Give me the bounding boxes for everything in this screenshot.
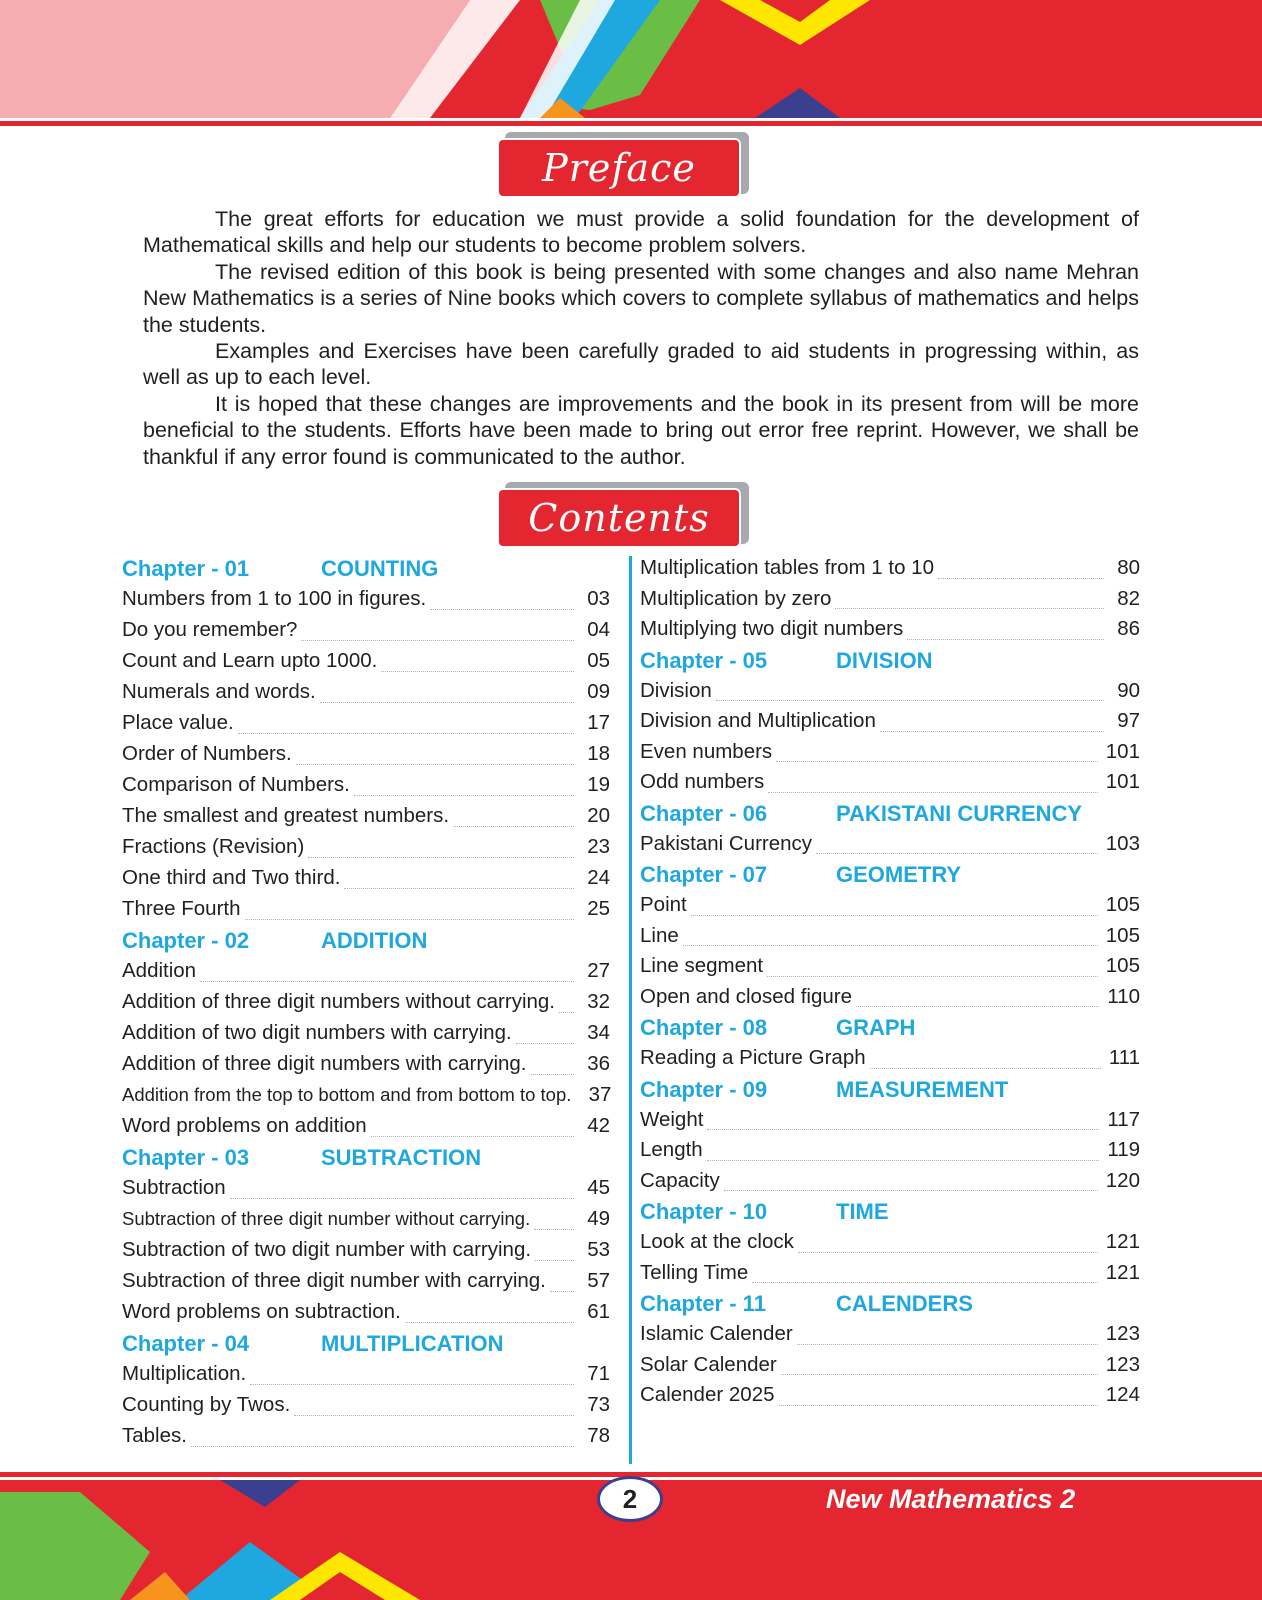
toc-entry-title: One third and Two third.	[122, 866, 341, 889]
toc-entry	[640, 740, 1140, 771]
toc-entry-title: Order of Numbers.	[122, 742, 292, 765]
toc-entry-title: Subtraction	[122, 1176, 226, 1199]
toc-entry-page: 23	[587, 835, 610, 858]
toc-entry	[640, 1138, 1140, 1169]
toc-entry-page: 86	[1117, 617, 1140, 640]
toc-entry	[640, 832, 1140, 863]
toc-entry-title: Numbers from 1 to 100 in figures.	[122, 587, 427, 610]
chapter-name: MULTIPLICATION	[321, 1331, 504, 1356]
toc-entry	[122, 804, 610, 835]
toc-entry	[122, 1176, 610, 1207]
toc-entry	[122, 618, 610, 649]
dot-leader	[781, 1374, 1098, 1375]
toc-entry-page: 82	[1117, 586, 1140, 610]
toc-entry-title: Capacity	[640, 1168, 720, 1192]
chapter-heading	[122, 1331, 610, 1362]
toc-entry-page: 121	[1105, 1260, 1140, 1284]
toc-entry-title: Weight	[640, 1107, 704, 1131]
toc-entry	[640, 1261, 1140, 1292]
chapter-heading	[640, 1077, 1140, 1108]
toc-entry-title: Comparison of Numbers.	[122, 773, 350, 796]
chapter-heading	[640, 1199, 1140, 1230]
contents-title: Contents	[528, 496, 710, 540]
dot-leader	[238, 733, 574, 734]
chapter-name: DIVISION	[836, 647, 933, 673]
toc-entry-page: 49	[587, 1207, 610, 1230]
chapter-number: Chapter - 02	[122, 928, 250, 953]
toc-entry-page: 20	[587, 804, 610, 827]
toc-entry-page: 09	[587, 680, 610, 703]
toc-entry	[122, 1021, 610, 1052]
contents-banner	[497, 488, 745, 550]
toc-entry-page: 123	[1105, 1322, 1140, 1345]
toc-entry-page: 71	[587, 1362, 610, 1385]
dot-leader	[559, 1012, 574, 1013]
toc-entry	[640, 893, 1140, 924]
dot-leader	[907, 639, 1104, 640]
toc-entry-title: Odd numbers	[640, 770, 765, 793]
chapter-number: Chapter - 05	[640, 647, 768, 673]
toc-entry	[640, 770, 1140, 801]
dot-leader	[245, 919, 575, 920]
toc-entry-page: 78	[587, 1424, 610, 1447]
toc-entry	[640, 1383, 1140, 1414]
toc-entry-page: 25	[587, 897, 610, 920]
toc-entry	[640, 1169, 1140, 1200]
toc-entry-page: 57	[587, 1269, 610, 1292]
chapter-heading	[640, 1291, 1140, 1322]
dot-leader	[191, 1446, 574, 1447]
toc-entry-page: 37	[588, 1083, 612, 1106]
header-decoration	[0, 0, 1262, 128]
toc-entry	[122, 1114, 610, 1145]
dot-leader	[856, 1006, 1099, 1007]
toc-entry-page: 17	[587, 711, 610, 734]
chapter-heading	[122, 1145, 610, 1176]
toc-entry	[640, 709, 1140, 740]
toc-entry-title: Line	[640, 923, 679, 947]
toc-entry-title: Open and closed figure	[640, 984, 852, 1008]
toc-entry-page: 03	[587, 587, 610, 610]
toc-entry-title: Telling Time	[640, 1260, 749, 1284]
column-divider	[629, 556, 632, 1464]
toc-entry-page: 80	[1117, 556, 1140, 579]
chapter-name: SUBTRACTION	[321, 1145, 482, 1170]
chapter-name: PAKISTANI CURRENCY	[836, 800, 1083, 826]
toc-entry-page: 101	[1105, 770, 1140, 793]
chapter-name: COUNTING	[321, 556, 439, 581]
toc-entry	[122, 835, 610, 866]
dot-leader	[550, 1291, 574, 1292]
toc-entry	[122, 1207, 610, 1238]
toc-entry	[122, 587, 610, 618]
dot-leader	[453, 826, 574, 827]
toc-entry	[640, 924, 1140, 955]
toc-entry-title: Addition from the top to bottom and from bottom to top.	[122, 1084, 572, 1105]
toc-entry	[640, 985, 1140, 1016]
toc-entry-title: Subtraction of three digit number with carrying.	[122, 1269, 546, 1292]
toc-entry	[640, 1046, 1140, 1077]
chapter-name: ADDITION	[321, 928, 428, 953]
dot-leader	[707, 1160, 1100, 1161]
toc-entry-page: 34	[587, 1021, 610, 1044]
chapter-number: Chapter - 10	[640, 1199, 768, 1224]
toc-entry	[122, 680, 610, 711]
toc-entry	[640, 1353, 1140, 1384]
toc-entry-title: Place value.	[122, 711, 234, 734]
toc-entry-title: Even numbers	[640, 739, 773, 763]
dot-leader	[870, 1068, 1101, 1069]
toc-entry-page: 121	[1105, 1230, 1140, 1253]
toc-entry	[122, 1424, 610, 1455]
toc-entry-page: 36	[587, 1052, 610, 1075]
dot-leader	[691, 915, 1098, 916]
preface-paragraph: It is hoped that these changes are improvements and the book in its present from will be more beneficial to the students. Efforts have been made to bring out error free reprint. However, we shall be thankful if any error found is communicated to the author.	[143, 391, 1139, 469]
preface-text	[143, 206, 1139, 470]
toc-entry-page: 04	[587, 618, 610, 641]
preface-paragraph: Examples and Exercises have been carefully graded to aid students in progressing within, as well as up to each level.	[143, 339, 1139, 390]
dot-leader	[779, 1405, 1098, 1406]
toc-entry-page: 73	[587, 1393, 610, 1416]
toc-entry-page: 117	[1107, 1107, 1140, 1131]
chapter-heading	[640, 1015, 1140, 1046]
toc-entry	[122, 649, 610, 680]
dot-leader	[230, 1198, 574, 1199]
dot-leader	[430, 609, 574, 610]
toc-entry	[640, 679, 1140, 710]
dot-leader	[880, 731, 1104, 732]
preface-paragraph: The revised edition of this book is being presented with some changes and also name Mehran New Mathematics is a series of Nine books which covers to complete syllabus of mathematics and helps the students.	[143, 259, 1139, 337]
toc-entry-title: Three Fourth	[122, 897, 241, 920]
toc-entry-title: Calender 2025	[640, 1383, 775, 1406]
book-title: New Mathematics 2	[826, 1484, 1076, 1514]
contents-right-column	[640, 556, 1140, 1414]
dot-leader	[768, 792, 1098, 793]
dot-leader	[301, 640, 574, 641]
dot-leader	[776, 761, 1098, 762]
dot-leader	[405, 1322, 574, 1323]
toc-entry-page: 124	[1105, 1383, 1140, 1406]
toc-entry-title: Pakistani Currency	[640, 831, 813, 855]
toc-entry-page: 120	[1105, 1168, 1140, 1192]
toc-entry	[640, 1230, 1140, 1261]
toc-entry-page: 45	[587, 1176, 610, 1199]
toc-entry-page: 32	[587, 990, 610, 1013]
chapter-number: Chapter - 06	[640, 800, 768, 826]
toc-entry-title: Numerals and words.	[122, 680, 316, 703]
toc-entry-title: Division and Multiplication	[640, 709, 876, 732]
chapter-number: Chapter - 11	[640, 1291, 766, 1316]
chapter-name: GEOMETRY	[836, 862, 962, 887]
toc-entry-page: 103	[1105, 831, 1140, 855]
chapter-number: Chapter - 08	[640, 1015, 768, 1040]
toc-entry-title: Multiplying two digit numbers	[640, 617, 904, 640]
toc-entry-title: Solar Calender	[640, 1352, 777, 1376]
chapter-number: Chapter - 01	[122, 556, 250, 581]
chapter-number: Chapter - 09	[640, 1076, 768, 1102]
toc-entry	[122, 1300, 610, 1331]
toc-entry-title: Do you remember?	[122, 618, 298, 641]
dot-leader	[294, 1415, 574, 1416]
toc-entry	[640, 556, 1140, 587]
toc-entry-page: 18	[587, 742, 610, 765]
toc-entry-title: Islamic Calender	[640, 1322, 793, 1345]
dot-leader	[371, 1136, 574, 1137]
toc-entry-title: Length	[640, 1138, 703, 1161]
toc-entry-title: Addition of three digit numbers with carrying.	[122, 1052, 527, 1075]
toc-entry-title: Line segment	[640, 954, 764, 977]
toc-entry	[122, 773, 610, 804]
toc-entry	[640, 954, 1140, 985]
toc-entry-page: 110	[1107, 984, 1140, 1008]
toc-entry-page: 105	[1105, 954, 1140, 977]
dot-leader	[797, 1344, 1098, 1345]
dot-leader	[938, 578, 1104, 579]
toc-entry-page: 119	[1107, 1138, 1140, 1161]
dot-leader	[724, 1190, 1098, 1191]
toc-entry	[122, 711, 610, 742]
toc-entry-page: 27	[587, 959, 610, 982]
chapter-name: GRAPH	[836, 1015, 916, 1040]
toc-entry-title: Point	[640, 893, 687, 916]
chapter-heading	[640, 862, 1140, 893]
dot-leader	[200, 981, 574, 982]
dot-leader	[296, 764, 574, 765]
dot-leader	[534, 1229, 574, 1230]
dot-leader	[816, 853, 1098, 854]
toc-entry	[122, 866, 610, 897]
dot-leader	[250, 1384, 574, 1385]
toc-entry-page: 61	[587, 1300, 610, 1323]
toc-entry	[122, 1393, 610, 1424]
toc-entry-title: The smallest and greatest numbers.	[122, 804, 450, 827]
dot-leader	[354, 795, 574, 796]
toc-entry-title: Addition	[122, 959, 197, 982]
toc-entry-page: 105	[1105, 923, 1140, 947]
chapter-heading	[122, 556, 610, 587]
dot-leader	[683, 945, 1098, 946]
toc-entry-page: 53	[587, 1238, 610, 1261]
contents-left-column	[122, 556, 610, 1455]
toc-entry	[122, 1362, 610, 1393]
toc-entry	[122, 990, 610, 1021]
dot-leader	[344, 888, 574, 889]
toc-entry	[122, 897, 610, 928]
toc-entry	[122, 1238, 610, 1269]
page-number: 2	[597, 1476, 663, 1522]
dot-leader	[381, 671, 574, 672]
chapter-heading	[640, 648, 1140, 679]
chapter-name: CALENDERS	[836, 1291, 973, 1316]
toc-entry-title: Multiplication tables from 1 to 10	[640, 556, 934, 579]
toc-entry-page: 97	[1117, 709, 1140, 732]
dot-leader	[308, 857, 574, 858]
toc-entry	[122, 1052, 610, 1083]
chapter-number: Chapter - 04	[122, 1331, 250, 1356]
dot-leader	[767, 976, 1098, 977]
toc-entry	[122, 1269, 610, 1300]
toc-entry-page: 90	[1117, 678, 1140, 702]
chapter-name: MEASUREMENT	[836, 1076, 1009, 1102]
toc-entry-page: 105	[1105, 893, 1140, 916]
toc-entry-title: Addition of two digit numbers with carrying.	[122, 1021, 512, 1044]
toc-entry-title: Look at the clock	[640, 1230, 794, 1253]
dot-leader	[716, 700, 1104, 701]
toc-entry-title: Multiplication.	[122, 1362, 247, 1385]
toc-entry	[122, 742, 610, 773]
toc-entry-title: Counting by Twos.	[122, 1393, 291, 1416]
toc-entry-title: Count and Learn upto 1000.	[122, 649, 378, 672]
preface-title: Preface	[542, 146, 696, 190]
chapter-name: TIME	[836, 1199, 889, 1224]
toc-entry-title: Word problems on subtraction.	[122, 1300, 401, 1323]
toc-entry-title: Fractions (Revision)	[122, 835, 305, 858]
dot-leader	[531, 1074, 574, 1075]
toc-entry-page: 24	[587, 866, 610, 889]
toc-entry-page: 123	[1105, 1352, 1140, 1376]
dot-leader	[516, 1043, 574, 1044]
chapter-heading	[122, 928, 610, 959]
chapter-heading	[640, 801, 1140, 832]
dot-leader	[835, 608, 1104, 609]
toc-entry-title: Reading a Picture Graph	[640, 1046, 866, 1069]
toc-entry-title: Addition of three digit numbers without carrying.	[122, 990, 556, 1013]
toc-entry	[122, 959, 610, 990]
chapter-number: Chapter - 03	[122, 1145, 250, 1170]
toc-entry-page: 05	[587, 649, 610, 672]
toc-entry	[640, 1108, 1140, 1139]
preface-banner	[497, 138, 745, 200]
toc-entry-title: Subtraction of two digit number with carrying.	[122, 1238, 532, 1261]
chapter-number: Chapter - 07	[640, 862, 768, 887]
toc-entry-title: Tables.	[122, 1424, 187, 1447]
toc-entry	[640, 617, 1140, 648]
toc-entry-page: 101	[1105, 739, 1140, 763]
dot-leader	[752, 1282, 1098, 1283]
toc-entry-title: Word problems on addition	[122, 1114, 367, 1137]
toc-entry-title: Subtraction of three digit number without carrying.	[122, 1208, 531, 1229]
toc-entry-title: Multiplication by zero	[640, 586, 832, 610]
dot-leader	[535, 1260, 574, 1261]
dot-leader	[798, 1252, 1098, 1253]
toc-entry-page: 19	[587, 773, 610, 796]
preface-paragraph: The great efforts for education we must provide a solid foundation for the development of Mathematical skills and help our students to become problem solvers.	[143, 207, 1139, 258]
dot-leader	[320, 702, 574, 703]
dot-leader	[707, 1129, 1099, 1130]
toc-entry	[640, 1322, 1140, 1353]
toc-entry-page: 111	[1108, 1046, 1140, 1069]
toc-entry	[122, 1083, 610, 1114]
toc-entry	[640, 587, 1140, 618]
toc-entry-page: 42	[587, 1114, 610, 1137]
toc-entry-title: Division	[640, 678, 712, 702]
